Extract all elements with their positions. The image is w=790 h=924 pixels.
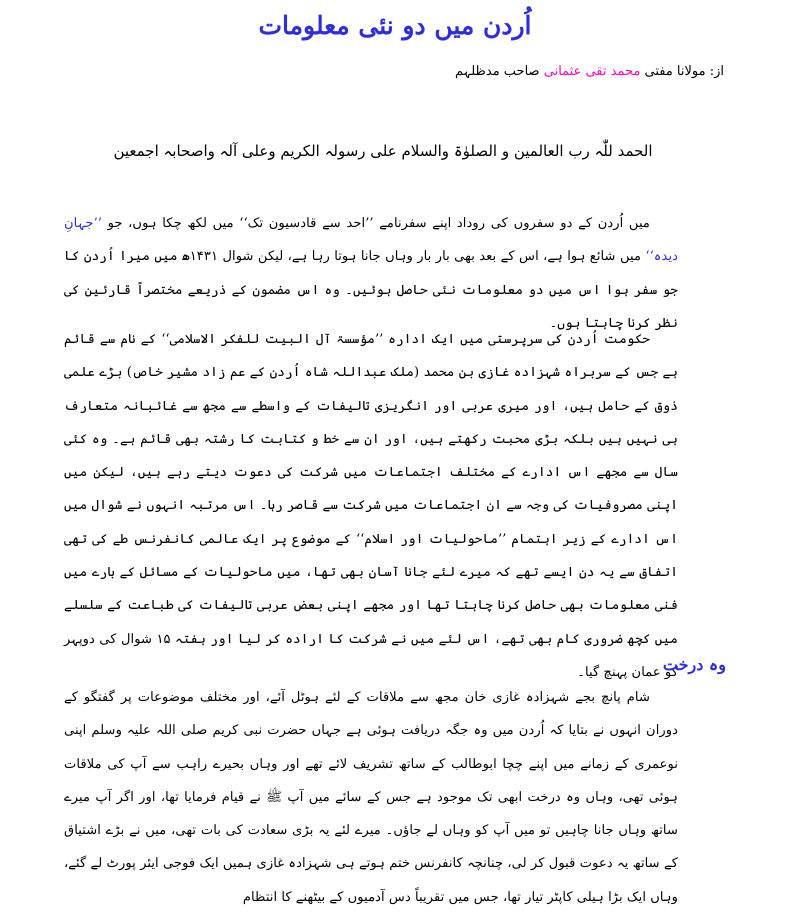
section-heading: وہ درخت: [662, 655, 726, 674]
document-title: اُردن میں دو نئی معلومات: [258, 11, 532, 40]
author-prefix: از: مولانا مفتی: [644, 64, 724, 79]
book-name: ’’جہانِ دیدہ‘‘: [64, 216, 678, 265]
author-line: [455, 60, 724, 84]
paragraph-1: [64, 207, 678, 340]
paragraph-1-text-a: میں اُردن کے دو سفروں کی روداد اپنے سفرنامے ’’احد سے قادسیون تک‘‘ میں لکھ چکا ہوں، جو: [107, 216, 650, 231]
paragraph-3: شام پانچ بجے شہزادہ غازی خان مجھ سے ملاقات کے لئے ہوٹل آئے، اور مختلف موضوعات پر گفتگو کے دوران انہوں نے بتایا کہ اُردن میں وہ جگہ دریافت ہوئی ہے جہاں حضرت نبی کریم صلی اللہ علیہ وسلم اپنی نوعمری کے زمانے میں اپنے چچا ابوطالب کے ساتھ تشریف لائے تھے اور وہاں بحیرے راہب سے آپ کی ملاقات ہوئی تھی، وہاں وہ درخت ابھی تک موجود ہے جس کے سائے میں آپ ﷺ نے قیام فرمایا تھا، اور اگر آپ میرے ساتھ وہاں جانا چاہیں تو میں آپ کو وہاں لے جاؤں۔ میرے لئے یہ بڑی سعادت کی بات تھی، میں نے بڑے اشتیاق کے ساتھ یہ دعوت قبول کر لی، چنانچہ کانفرنس ختم ہوتے ہی شہزادہ غازی ہمیں ایک فوجی ایئر پورٹ لے گئے، وہاں ایک بڑا ہیلی کاپٹر تیار تھا، جس میں تقریباً دس آدمیوں کے بیٹھنے کا انتظام: [64, 690, 678, 905]
paragraph-2: حکومت اُردن کی سرپرستی میں ایک ادارہ ’’مؤسسۃ آل البیت للفکر الاسلامی‘‘ کے نام سے قائم ہے جس کے سربراہ شہزادہ غازی بن محمد (ملک عبداللہ شاہ اُردن کے عم زاد مشیر خاص) بڑے علمی ذوق کے حامل ہیں، اور میری عربی اور انگریزی تالیفات کے واسطے سے مجھ سے غائبانہ متعارف ہی نہیں ہیں بلکہ بڑی محبت رکھتے ہیں، اور ان سے خط و کتابت کا رشتہ بھی قائم ہے۔ وہ کئی سال سے مجھے اس ادارے کے مختلف اجتماعات میں شرکت کی دعوت دیتے رہے ہیں، لیکن میں اپنی مصروفیات کی وجہ سے ان اجتماعات میں شرکت سے قاصر رہا۔ اس مرتبہ انہوں نے شوال میں اس ادارے کے زیر اہتمام ’’ماحولیات اور اسلام‘‘ کے موضوع پر ایک عالمی کانفرنس طے کی تھی اتفاق سے یہ دن ایسے تھے کہ میرے لئے جانا آسان بھی تھا، میں ماحولیات کے مسائل کے بارے میں فنی معلومات بھی حاصل کرنا چاہتا تھا اور مجھے اپنی بعض عربی تالیفات کی طباعت کے سلسلے میں کچھ ضروری کام بھی تھے، اس لئے میں نے شرکت کا ارادہ کر لیا اور ہفتہ ۱۵ شوال کی دوپہر کو عمان پہنچ گیا۔: [64, 332, 678, 680]
invocation-line: الحمد للّٰہ رب العالمین و الصلوٰۃ والسلام علی رسولہ الکریم وعلی آلہ واصحابہ اجمعین: [113, 142, 653, 160]
author-suffix: صاحب مدظلہم: [454, 64, 540, 79]
paragraph-1-text-b: میں شائع ہوا ہے، اس کے بعد بھی بار بار وہاں جانا ہوتا رہا ہے، لیکن شوال ۱۴۳۱ھ میں میرا اُردن کا جو سفر ہوا اس میں دو معلومات نئی حاصل ہوئیں۔ وہ اس مضمون کے ذریعے مختصراً قارئین کی نظر کرنا چاہتا ہوں۔: [64, 249, 678, 331]
author-name: محمد تقی عثمانی: [543, 64, 641, 79]
